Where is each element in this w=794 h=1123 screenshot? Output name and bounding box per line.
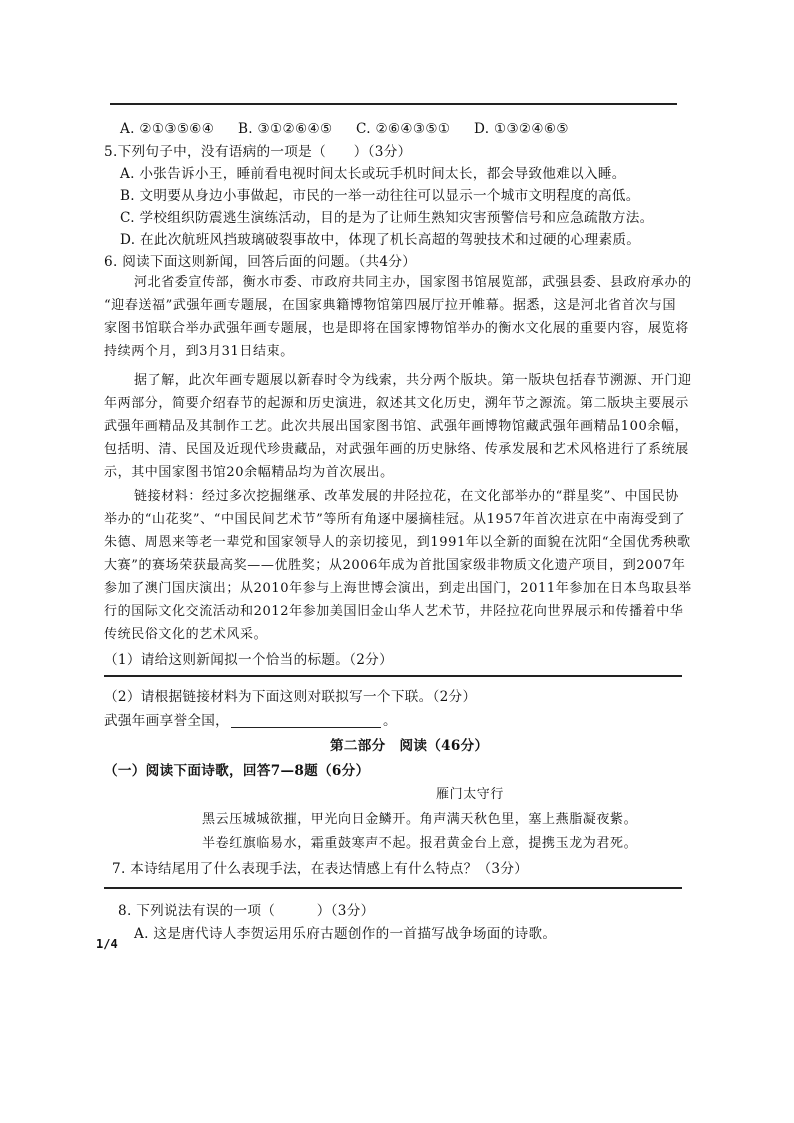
q4-option-d: D. ①③②④⑥⑤: [474, 121, 569, 137]
q5-option-c: C. 学校组织防震逃生演练活动，目的是为了让师生熟知灾害预警信号和应急疏散方法。: [120, 210, 654, 226]
q6-sub2: （2）请根据链接材料为下面这则对联拟写一个下联。（2分）: [104, 689, 477, 705]
poem-line-1: 黑云压城城欲摧，甲光向日金鳞开。角声满天秋色里，塞上燕脂凝夜紫。: [202, 812, 638, 827]
q4-option-c: C. ②⑥④③⑤①: [356, 121, 451, 137]
answer-line-2[interactable]: [104, 887, 682, 889]
poem-title: 雁门太守行: [436, 787, 505, 802]
couplet-row: [104, 712, 397, 730]
news-line: “迎春送福”武强年画专题展，在国家典籍博物馆第四展厅拉开帷幕。据悉，这是河北省首次与国: [104, 298, 677, 313]
q5-stem: 5.下列句子中，没有语病的一项是（ ）（3分）: [104, 144, 412, 160]
q4-options: [120, 120, 592, 138]
q6-sub1: （1）请给这则新闻拟一个恰当的标题。（2分）: [104, 652, 393, 668]
news-line: 持续两个月，到3月31日结束。: [104, 344, 294, 359]
q5-option-b: B. 文明要从身边小事做起，市民的一举一动往往可以显示一个城市文明程度的高低。: [120, 188, 640, 204]
page-number: 1/4: [96, 937, 118, 951]
answer-line-1[interactable]: [104, 675, 682, 677]
part2-title: 第二部分 阅读（46分）: [330, 738, 489, 754]
q6-stem: 6. 阅读下面这则新闻，回答后面的问题。（共4分）: [104, 254, 417, 270]
link-line: 链接材料：经过多次挖掘继承、改革发展的井陉拉花，在文化部举办的“群星奖”、中国民协: [134, 489, 679, 504]
para2-line: 年两部分，简要介绍春节的起源和历史演进，叙述其文化历史，溯年节之源流。第二版块主要展示: [104, 396, 689, 411]
news-line: 河北省委宣传部，衡水市委、市政府共同主办，国家图书馆展览部，武强县委、县政府承办的: [134, 275, 692, 290]
link-line: 行的国际文化交流活动和2012年参加美国旧金山华人艺术节，井陉拉花向世界展示和传播着中华: [104, 604, 684, 619]
q7-stem: 7. 本诗结尾用了什么表现手法，在表达情感上有什么特点？（3分）: [112, 861, 529, 877]
link-line: 举办的“山花奖”、“中国民间艺术节”等所有角逐中屡摘桂冠。从1957年首次进京在中南海受到了: [104, 512, 686, 527]
couplet-first-line: 武强年画享誉全国，: [104, 713, 230, 729]
link-line: 传统民俗文化的艺术风采。: [104, 627, 268, 642]
link-line: 大赛”的赛场荣获最高奖——优胜奖；从2006年成为首批国家级非物质文化遗产项目，到2007年: [104, 558, 686, 573]
para2-line: 包括明、清、民国及近现代珍贵藏品，对武强年画的历史脉络、传承发展和艺术风格进行了系统展: [104, 442, 689, 457]
q5-option-a: A. 小张告诉小王，睡前看电视时间太长或玩手机时间太长，都会导致他难以入睡。: [120, 166, 626, 182]
couplet-answer-blank[interactable]: [231, 713, 381, 728]
couplet-end-mark: 。: [383, 713, 397, 729]
top-rule: [110, 103, 677, 105]
q4-option-b: B. ③①②⑥④⑤: [238, 121, 333, 137]
para2-line: 武强年画精品及其制作工艺。此次共展出国家图书馆、武强年画博物馆藏武强年画精品100余幅，: [104, 419, 689, 434]
para2-line: 据了解，此次年画专题展以新春时令为线索，共分两个版块。第一版块包括春节溯源、开门迎: [134, 373, 692, 388]
para2-line: 示，其中国家图书馆20余幅精品均为首次展出。: [104, 465, 394, 480]
news-line: 家图书馆联合举办武强年画专题展，也是即将在国家博物馆举办的衡水文化展的重要内容，展览将: [104, 321, 689, 336]
link-line: 参加了澳门国庆演出；从2010年参与上海世博会演出，到走出国门，2011年参加在日本鸟取县举: [104, 581, 692, 596]
poem-line-2: 半卷红旗临易水，霜重鼓寒声不起。报君黄金台上意，提携玉龙为君死。: [202, 836, 638, 851]
q4-option-a: A. ②①③⑤⑥④: [120, 121, 215, 137]
q8-stem: 8. 下列说法有误的一项（ ）（3分）: [118, 903, 375, 919]
q8-option-a: A. 这是唐代诗人李贺运用乐府古题创作的一首描写战争场面的诗歌。: [134, 926, 557, 942]
section1-heading: （一）阅读下面诗歌，回答7—8题（6分）: [104, 763, 370, 779]
q5-option-d: D. 在此次航班风挡玻璃破裂事故中，体现了机长高超的驾驶技术和过硬的心理素质。: [120, 232, 641, 248]
link-line: 朱德、周恩来等老一辈党和国家领导人的亲切接见，到1991年以全新的面貌在沈阳“全国优秀秧歌: [104, 535, 691, 550]
